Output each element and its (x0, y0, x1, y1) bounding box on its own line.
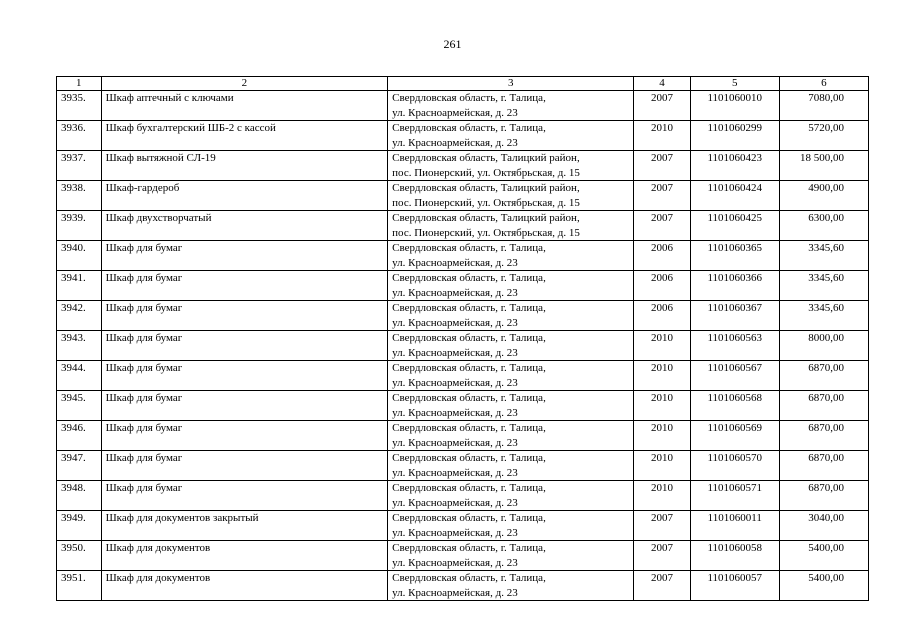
table-row (57, 301, 869, 331)
address-line-1: Свердловская область, г. Талица, (392, 272, 546, 284)
item-name: Шкаф аптечный с ключами (101, 91, 388, 121)
property-register-table (56, 76, 869, 601)
item-address (388, 541, 634, 571)
item-cost: 5400,00 (779, 541, 868, 571)
address-line-1: Свердловская область, г. Талица, (392, 92, 546, 104)
row-number: 3935. (57, 91, 102, 121)
inventory-number: 1101060425 (690, 211, 779, 241)
address-line-1: Свердловская область, г. Талица, (392, 512, 546, 524)
item-address (388, 511, 634, 541)
inventory-number: 1101060011 (690, 511, 779, 541)
item-address (388, 361, 634, 391)
item-year: 2007 (634, 511, 690, 541)
item-cost: 7080,00 (779, 91, 868, 121)
item-name: Шкаф для бумаг (101, 421, 388, 451)
table-row (57, 121, 869, 151)
inventory-number: 1101060563 (690, 331, 779, 361)
address-line-1: Свердловская область, г. Талица, (392, 572, 546, 584)
address-line-2: ул. Красноармейская, д. 23 (392, 406, 518, 419)
row-number: 3936. (57, 121, 102, 151)
item-cost: 6300,00 (779, 211, 868, 241)
item-address (388, 181, 634, 211)
item-address (388, 301, 634, 331)
inventory-number: 1101060570 (690, 451, 779, 481)
item-name: Шкаф для бумаг (101, 391, 388, 421)
address-line-1: Свердловская область, г. Талица, (392, 452, 546, 464)
item-name: Шкаф бухгалтерский ШБ-2 с кассой (101, 121, 388, 151)
item-year: 2007 (634, 151, 690, 181)
row-number: 3944. (57, 361, 102, 391)
address-line-1: Свердловская область, Талицкий район, (392, 182, 580, 194)
item-address (388, 211, 634, 241)
row-number: 3947. (57, 451, 102, 481)
address-line-1: Свердловская область, г. Талица, (392, 122, 546, 134)
item-cost: 5720,00 (779, 121, 868, 151)
address-line-2: ул. Красноармейская, д. 23 (392, 586, 518, 599)
item-cost: 3345,60 (779, 271, 868, 301)
address-line-2: ул. Красноармейская, д. 23 (392, 136, 518, 149)
item-cost: 5400,00 (779, 571, 868, 601)
item-name: Шкаф для бумаг (101, 361, 388, 391)
inventory-number: 1101060568 (690, 391, 779, 421)
table-row (57, 361, 869, 391)
item-name: Шкаф для документов закрытый (101, 511, 388, 541)
item-address (388, 241, 634, 271)
item-cost: 6870,00 (779, 391, 868, 421)
address-line-2: ул. Красноармейская, д. 23 (392, 346, 518, 359)
inventory-number: 1101060423 (690, 151, 779, 181)
address-line-2: ул. Красноармейская, д. 23 (392, 376, 518, 389)
item-address (388, 481, 634, 511)
item-cost: 6870,00 (779, 481, 868, 511)
inventory-number: 1101060057 (690, 571, 779, 601)
inventory-number: 1101060424 (690, 181, 779, 211)
item-year: 2007 (634, 211, 690, 241)
row-number: 3946. (57, 421, 102, 451)
item-cost: 18 500,00 (779, 151, 868, 181)
table-row (57, 391, 869, 421)
item-year: 2007 (634, 181, 690, 211)
item-year: 2010 (634, 421, 690, 451)
item-year: 2010 (634, 481, 690, 511)
table-row (57, 451, 869, 481)
item-year: 2006 (634, 241, 690, 271)
table-row (57, 331, 869, 361)
table-row (57, 541, 869, 571)
address-line-2: пос. Пионерский, ул. Октябрьская, д. 15 (392, 226, 580, 239)
row-number: 3943. (57, 331, 102, 361)
item-name: Шкаф для бумаг (101, 331, 388, 361)
column-header-5: 5 (690, 77, 779, 91)
item-year: 2010 (634, 121, 690, 151)
inventory-number: 1101060567 (690, 361, 779, 391)
address-line-1: Свердловская область, г. Талица, (392, 302, 546, 314)
item-address (388, 271, 634, 301)
item-name: Шкаф-гардероб (101, 181, 388, 211)
item-cost: 3345,60 (779, 301, 868, 331)
header-row (57, 77, 869, 91)
address-line-1: Свердловская область, Талицкий район, (392, 152, 580, 164)
item-year: 2010 (634, 391, 690, 421)
inventory-number: 1101060058 (690, 541, 779, 571)
item-cost: 3345,60 (779, 241, 868, 271)
column-header-4: 4 (634, 77, 690, 91)
table-row (57, 91, 869, 121)
address-line-2: ул. Красноармейская, д. 23 (392, 466, 518, 479)
column-number-header (57, 77, 869, 91)
row-number: 3942. (57, 301, 102, 331)
item-address (388, 121, 634, 151)
row-number: 3949. (57, 511, 102, 541)
item-name: Шкаф для документов (101, 541, 388, 571)
row-number: 3950. (57, 541, 102, 571)
table-row (57, 151, 869, 181)
item-name: Шкаф для бумаг (101, 271, 388, 301)
address-line-1: Свердловская область, г. Талица, (392, 422, 546, 434)
item-address (388, 331, 634, 361)
table-row (57, 481, 869, 511)
inventory-number: 1101060010 (690, 91, 779, 121)
row-number: 3938. (57, 181, 102, 211)
item-name: Шкаф вытяжной СЛ-19 (101, 151, 388, 181)
item-year: 2007 (634, 541, 690, 571)
item-name: Шкаф двухстворчатый (101, 211, 388, 241)
address-line-2: пос. Пионерский, ул. Октябрьская, д. 15 (392, 166, 580, 179)
address-line-2: ул. Красноармейская, д. 23 (392, 256, 518, 269)
item-cost: 6870,00 (779, 361, 868, 391)
page-number: 261 (443, 37, 462, 51)
item-year: 2007 (634, 571, 690, 601)
item-year: 2010 (634, 451, 690, 481)
item-name: Шкаф для бумаг (101, 451, 388, 481)
row-number: 3939. (57, 211, 102, 241)
item-address (388, 91, 634, 121)
inventory-number: 1101060367 (690, 301, 779, 331)
inventory-number: 1101060365 (690, 241, 779, 271)
table-row (57, 571, 869, 601)
inventory-number: 1101060571 (690, 481, 779, 511)
address-line-1: Свердловская область, Талицкий район, (392, 212, 580, 224)
row-number: 3940. (57, 241, 102, 271)
row-number: 3941. (57, 271, 102, 301)
address-line-1: Свердловская область, г. Талица, (392, 362, 546, 374)
table-row (57, 421, 869, 451)
row-number: 3937. (57, 151, 102, 181)
address-line-2: ул. Красноармейская, д. 23 (392, 556, 518, 569)
item-cost: 8000,00 (779, 331, 868, 361)
row-number: 3951. (57, 571, 102, 601)
item-year: 2006 (634, 301, 690, 331)
table-row (57, 241, 869, 271)
item-address (388, 421, 634, 451)
table-row (57, 511, 869, 541)
item-name: Шкаф для бумаг (101, 301, 388, 331)
inventory-number: 1101060366 (690, 271, 779, 301)
address-line-1: Свердловская область, г. Талица, (392, 542, 546, 554)
row-number: 3948. (57, 481, 102, 511)
address-line-2: ул. Красноармейская, д. 23 (392, 316, 518, 329)
item-address (388, 391, 634, 421)
item-name: Шкаф для документов (101, 571, 388, 601)
column-header-2: 2 (101, 77, 388, 91)
table-row (57, 271, 869, 301)
address-line-2: ул. Красноармейская, д. 23 (392, 436, 518, 449)
item-name: Шкаф для бумаг (101, 481, 388, 511)
table-row (57, 181, 869, 211)
register-body (57, 91, 869, 601)
address-line-2: ул. Красноармейская, д. 23 (392, 106, 518, 119)
column-header-1: 1 (57, 77, 102, 91)
item-address (388, 571, 634, 601)
address-line-2: ул. Красноармейская, д. 23 (392, 496, 518, 509)
item-year: 2010 (634, 331, 690, 361)
row-number: 3945. (57, 391, 102, 421)
address-line-1: Свердловская область, г. Талица, (392, 392, 546, 404)
item-year: 2006 (634, 271, 690, 301)
address-line-2: пос. Пионерский, ул. Октябрьская, д. 15 (392, 196, 580, 209)
inventory-number: 1101060569 (690, 421, 779, 451)
address-line-1: Свердловская область, г. Талица, (392, 482, 546, 494)
inventory-number: 1101060299 (690, 121, 779, 151)
item-name: Шкаф для бумаг (101, 241, 388, 271)
column-header-3: 3 (388, 77, 634, 91)
item-cost: 6870,00 (779, 451, 868, 481)
table-row (57, 211, 869, 241)
item-address (388, 451, 634, 481)
item-year: 2010 (634, 361, 690, 391)
column-header-6: 6 (779, 77, 868, 91)
item-cost: 6870,00 (779, 421, 868, 451)
item-year: 2007 (634, 91, 690, 121)
address-line-1: Свердловская область, г. Талица, (392, 332, 546, 344)
item-address (388, 151, 634, 181)
address-line-2: ул. Красноармейская, д. 23 (392, 526, 518, 539)
address-line-1: Свердловская область, г. Талица, (392, 242, 546, 254)
address-line-2: ул. Красноармейская, д. 23 (392, 286, 518, 299)
item-cost: 4900,00 (779, 181, 868, 211)
item-cost: 3040,00 (779, 511, 868, 541)
